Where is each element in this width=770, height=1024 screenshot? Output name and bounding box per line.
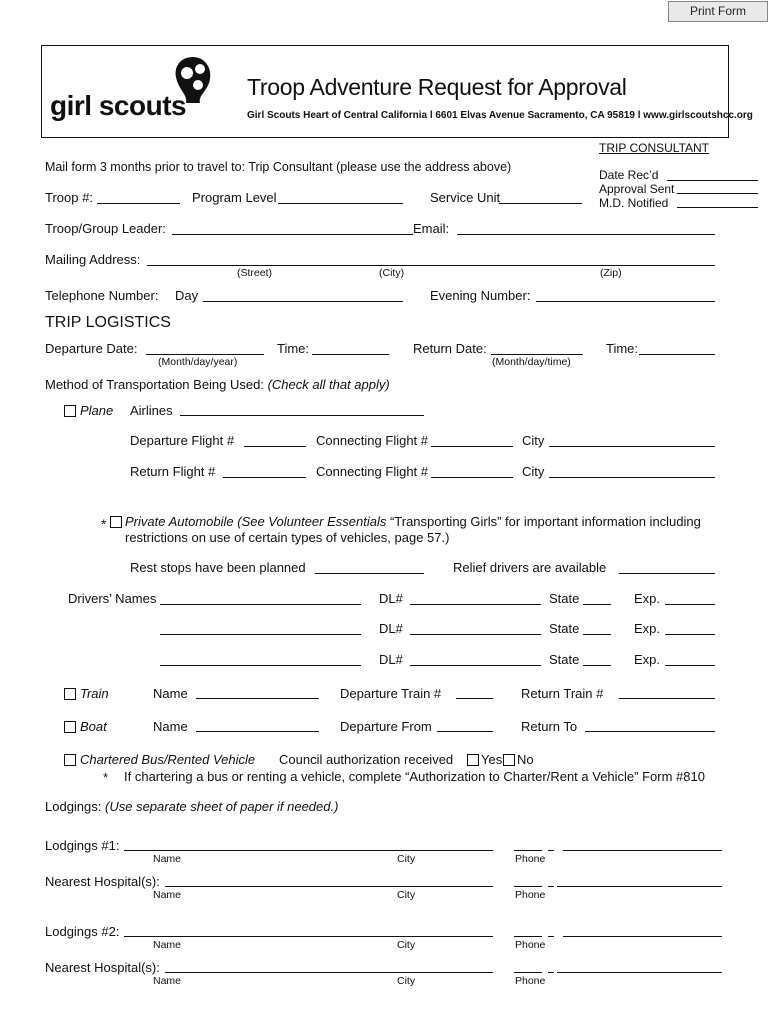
- return-train-label: Return Train #: [521, 686, 604, 701]
- return-date-field[interactable]: [491, 354, 583, 355]
- method-text: Method of Transportation Being Used:: [45, 377, 264, 392]
- no-label: No: [517, 752, 534, 767]
- private-auto-label: Private Automobile (See Volunteer Essentials: [125, 514, 387, 529]
- return-to-label: Return To: [521, 719, 578, 734]
- org-line: Girl Scouts Heart of Central California l 6601 Elvas Avenue Sacramento, CA 95819 l www.girlscoutshcc.org: [247, 110, 753, 121]
- name-caption: Name: [153, 853, 182, 865]
- lodgings-1-phone-dash: [548, 850, 554, 851]
- auto-star: *: [101, 516, 107, 532]
- plane-label: Plane: [80, 403, 114, 418]
- bus-note: If chartering a bus or renting a vehicle, complete “Authorization to Charter/Rent a Vehicle” Form #810: [124, 769, 705, 784]
- approval-sent-label: Approval Sent: [599, 182, 675, 196]
- return-flight-label: Return Flight #: [130, 464, 216, 479]
- lodgings-1-label: Lodgings #1:: [45, 838, 120, 853]
- method-note: (Check all that apply): [267, 377, 390, 392]
- day-label: Day: [175, 288, 199, 303]
- street-caption: (Street): [237, 267, 273, 279]
- plane-checkbox[interactable]: [64, 405, 76, 417]
- trip-consultant-heading: TRIP CONSULTANT: [599, 141, 710, 155]
- city-caption: City: [397, 889, 416, 901]
- evening-phone-field[interactable]: [536, 301, 715, 302]
- day-phone-field[interactable]: [203, 301, 403, 302]
- departure-train-field[interactable]: [456, 698, 493, 699]
- lodgings-2-phone-area[interactable]: [514, 936, 542, 937]
- lodgings-heading: [45, 799, 338, 814]
- city-caption: City: [397, 853, 416, 865]
- dl-label: DL#: [379, 652, 403, 667]
- mail-form-note: Mail form 3 months prior to travel to: Trip Consultant (please use the address above): [45, 160, 512, 174]
- city-caption: (City): [379, 267, 405, 279]
- page-title: Troop Adventure Request for Approval: [247, 74, 627, 100]
- boat-name-label: Name: [153, 719, 188, 734]
- troop-label: Troop #:: [45, 190, 93, 205]
- no-checkbox[interactable]: [503, 754, 515, 766]
- method-label: [45, 377, 390, 392]
- lodgings-2-label: Lodgings #2:: [45, 924, 120, 939]
- city-caption: City: [397, 975, 416, 987]
- departure-from-field[interactable]: [437, 731, 493, 732]
- service-unit-field[interactable]: [499, 203, 582, 204]
- exp-field[interactable]: [665, 665, 715, 666]
- name-caption: Name: [153, 889, 182, 901]
- departure-date-field[interactable]: [146, 354, 264, 355]
- train-checkbox[interactable]: [64, 688, 76, 700]
- md-notified-field[interactable]: [677, 207, 758, 208]
- phone-caption: Phone: [515, 853, 546, 865]
- yes-label: Yes: [481, 752, 503, 767]
- state-label: State: [549, 621, 580, 636]
- program-level-field[interactable]: [278, 203, 403, 204]
- private-auto-text-2: restrictions on use of certain types of vehicles, page 57.): [125, 530, 450, 545]
- name-caption: Name: [153, 975, 182, 987]
- connecting-flight-field[interactable]: [431, 446, 513, 447]
- exp-label: Exp.: [634, 652, 661, 667]
- return-date-caption: (Month/day/time): [492, 356, 571, 368]
- return-city-label: City: [522, 464, 545, 479]
- return-time-field[interactable]: [639, 354, 715, 355]
- return-city-field[interactable]: [549, 477, 715, 478]
- dl-label: DL#: [379, 621, 403, 636]
- lodgings-2-phone-dash: [548, 936, 554, 937]
- airlines-field[interactable]: [180, 415, 424, 416]
- hospital-2-phone-area[interactable]: [514, 972, 542, 973]
- relief-drivers-label: Relief drivers are available: [453, 560, 607, 575]
- airlines-label: Airlines: [130, 403, 173, 418]
- service-unit-label: Service Unit: [430, 190, 501, 205]
- bus-note-star: *: [103, 770, 109, 785]
- email-label: Email:: [413, 221, 450, 236]
- driver-name-field[interactable]: [160, 634, 361, 635]
- hospital-2-field[interactable]: [165, 972, 493, 973]
- hospital-1-phone-field[interactable]: [557, 886, 722, 887]
- lodgings-2-field[interactable]: [124, 936, 493, 937]
- md-notified-label: M.D. Notified: [599, 196, 669, 210]
- logo-text: girl scouts: [50, 90, 187, 121]
- hospital-2-phone-dash: [548, 972, 554, 973]
- dl-field[interactable]: [410, 604, 541, 605]
- chartered-bus-checkbox[interactable]: [64, 754, 76, 766]
- state-field[interactable]: [583, 604, 611, 605]
- departure-city-field[interactable]: [549, 446, 715, 447]
- lodgings-1-phone-area[interactable]: [514, 850, 542, 851]
- hospital-1-phone-area[interactable]: [514, 886, 542, 887]
- phone-caption: Phone: [515, 939, 546, 951]
- leader-field[interactable]: [172, 234, 413, 235]
- hospital-2-label: Nearest Hospital(s):: [45, 960, 160, 975]
- date-recd-field[interactable]: [667, 180, 758, 181]
- exp-label: Exp.: [634, 591, 661, 606]
- return-connecting-flight-field[interactable]: [431, 477, 513, 478]
- return-train-field[interactable]: [619, 698, 715, 699]
- trip-logistics-heading: TRIP LOGISTICS: [45, 314, 171, 331]
- yes-checkbox[interactable]: [467, 754, 479, 766]
- rest-stops-field[interactable]: [315, 573, 424, 574]
- rest-stops-label: Rest stops have been planned: [130, 560, 306, 575]
- return-to-field[interactable]: [585, 731, 715, 732]
- drivers-names-label: Drivers’ Names: [68, 591, 157, 606]
- date-recd-label: Date Rec’d: [599, 168, 659, 182]
- boat-name-field[interactable]: [196, 731, 319, 732]
- leader-label: Troop/Group Leader:: [45, 221, 166, 236]
- train-name-field[interactable]: [196, 698, 319, 699]
- council-authorization-label: Council authorization received: [279, 752, 454, 767]
- departure-time-label: Time:: [277, 341, 310, 356]
- state-field[interactable]: [583, 634, 611, 635]
- print-form-button[interactable]: Print Form: [668, 1, 768, 22]
- lodgings-1-phone-field[interactable]: [563, 850, 722, 851]
- return-connecting-flight-label: Connecting Flight #: [316, 464, 429, 479]
- exp-label: Exp.: [634, 621, 661, 636]
- exp-field[interactable]: [665, 634, 715, 635]
- troop-field[interactable]: [97, 203, 180, 204]
- train-label: Train: [80, 686, 109, 701]
- connecting-flight-label: Connecting Flight #: [316, 433, 429, 448]
- lodgings-note: (Use separate sheet of paper if needed.): [105, 799, 339, 814]
- dl-field[interactable]: [410, 665, 541, 666]
- hospital-1-phone-dash: [548, 886, 554, 887]
- evening-label: Evening Number:: [430, 288, 531, 303]
- mailing-label: Mailing Address:: [45, 252, 141, 267]
- boat-label: Boat: [80, 719, 107, 734]
- mailing-field[interactable]: [147, 265, 715, 266]
- departure-flight-field[interactable]: [244, 446, 306, 447]
- city-caption: City: [397, 939, 416, 951]
- relief-drivers-field[interactable]: [619, 573, 715, 574]
- departure-from-label: Departure From: [340, 719, 432, 734]
- departure-date-caption: (Month/day/year): [158, 356, 238, 368]
- driver-name-field[interactable]: [160, 665, 361, 666]
- telephone-label: Telephone Number:: [45, 288, 159, 303]
- departure-time-field[interactable]: [312, 354, 389, 355]
- departure-city-label: City: [522, 433, 545, 448]
- dl-field[interactable]: [410, 634, 541, 635]
- state-label: State: [549, 591, 580, 606]
- private-auto-text: [125, 514, 701, 529]
- lodgings-label: Lodgings:: [45, 799, 102, 814]
- phone-caption: Phone: [515, 975, 546, 987]
- boat-checkbox[interactable]: [64, 721, 76, 733]
- departure-flight-label: Departure Flight #: [130, 433, 235, 448]
- driver-name-field[interactable]: [160, 604, 361, 605]
- dl-label: DL#: [379, 591, 403, 606]
- return-time-label: Time:: [606, 341, 639, 356]
- exp-field[interactable]: [665, 604, 715, 605]
- lodgings-2-phone-field[interactable]: [563, 936, 722, 937]
- hospital-1-label: Nearest Hospital(s):: [45, 874, 160, 889]
- private-auto-quote: “Transporting Girls” for important information including: [386, 514, 701, 529]
- zip-caption: (Zip): [600, 267, 622, 279]
- return-date-label: Return Date:: [413, 341, 487, 356]
- hospital-2-phone-field[interactable]: [557, 972, 722, 973]
- phone-caption: Phone: [515, 889, 546, 901]
- private-auto-checkbox[interactable]: [110, 516, 122, 528]
- state-field[interactable]: [583, 665, 611, 666]
- program-level-label: Program Level: [192, 190, 277, 205]
- departure-train-label: Departure Train #: [340, 686, 442, 701]
- state-label: State: [549, 652, 580, 667]
- lodgings-1-field[interactable]: [124, 850, 493, 851]
- email-field[interactable]: [457, 234, 715, 235]
- chartered-bus-label: Chartered Bus/Rented Vehicle: [80, 752, 256, 767]
- return-flight-field[interactable]: [223, 477, 306, 478]
- departure-date-label: Departure Date:: [45, 341, 138, 356]
- train-name-label: Name: [153, 686, 188, 701]
- hospital-1-field[interactable]: [165, 886, 493, 887]
- name-caption: Name: [153, 939, 182, 951]
- approval-sent-field[interactable]: [677, 193, 758, 194]
